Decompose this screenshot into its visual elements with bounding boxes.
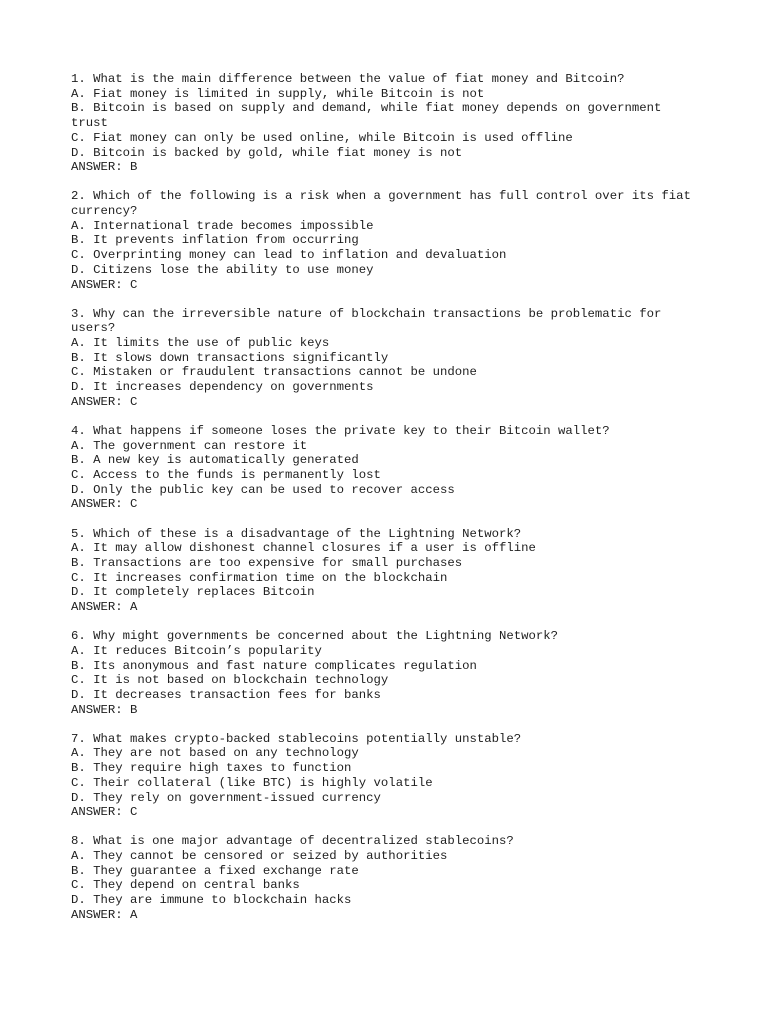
option-b: B. They guarantee a fixed exchange rate	[71, 863, 359, 878]
option-a: A. It reduces Bitcoin’s popularity	[71, 643, 322, 658]
question-prompt: 2. Which of the following is a risk when a government has full control over its fiat currency?	[71, 189, 699, 219]
answer-line: ANSWER: C	[71, 394, 138, 409]
option-b: B. Its anonymous and fast nature complicates regulation	[71, 658, 477, 673]
option-c: C. Overprinting money can lead to inflation and devaluation	[71, 248, 507, 263]
question-5	[71, 527, 691, 615]
option-c: C. Mistaken or fraudulent transactions cannot be undone	[71, 365, 477, 380]
answer-line: ANSWER: A	[71, 907, 138, 922]
option-a: A. International trade becomes impossible	[71, 218, 374, 233]
option-d: D. It completely replaces Bitcoin	[71, 585, 315, 600]
option-b: B. A new key is automatically generated	[71, 453, 359, 468]
option-d: D. They rely on government-issued currency	[71, 790, 381, 805]
option-c: C. Fiat money can only be used online, while Bitcoin is used offline	[71, 130, 573, 145]
answer-line: ANSWER: B	[71, 702, 138, 717]
option-d: D. Citizens lose the ability to use money	[71, 262, 374, 277]
answer-line: ANSWER: C	[71, 497, 138, 512]
option-a: A. Fiat money is limited in supply, while Bitcoin is not	[71, 86, 485, 101]
option-b: B. Bitcoin is based on supply and demand, while fiat money depends on government trust	[71, 101, 669, 131]
answer-line: ANSWER: C	[71, 277, 138, 292]
option-a: A. It limits the use of public keys	[71, 336, 330, 351]
question-prompt: 4. What happens if someone loses the private key to their Bitcoin wallet?	[71, 423, 610, 438]
option-c: C. Access to the funds is permanently lost	[71, 468, 381, 483]
question-6	[71, 629, 691, 717]
question-prompt: 3. Why can the irreversible nature of blockchain transactions be problematic for users?	[71, 306, 669, 336]
option-c: C. It is not based on blockchain technology	[71, 673, 389, 688]
option-a: A. They are not based on any technology	[71, 746, 359, 761]
answer-line: ANSWER: A	[71, 600, 138, 615]
option-c: C. Their collateral (like BTC) is highly volatile	[71, 775, 433, 790]
option-a: A. The government can restore it	[71, 438, 308, 453]
option-b: B. Transactions are too expensive for small purchases	[71, 555, 463, 570]
question-4	[71, 424, 691, 512]
option-c: C. It increases confirmation time on the blockchain	[71, 570, 448, 585]
option-b: B. It slows down transactions significantly	[71, 350, 389, 365]
option-d: D. Bitcoin is backed by gold, while fiat money is not	[71, 145, 463, 160]
option-c: C. They depend on central banks	[71, 878, 300, 893]
question-1	[71, 72, 691, 175]
option-a: A. It may allow dishonest channel closures if a user is offline	[71, 541, 536, 556]
answer-line: ANSWER: B	[71, 160, 138, 175]
question-prompt: 1. What is the main difference between the value of fiat money and Bitcoin?	[71, 72, 625, 86]
question-3	[71, 307, 691, 410]
question-prompt: 5. Which of these is a disadvantage of the Lightning Network?	[71, 526, 522, 541]
question-8	[71, 834, 691, 922]
option-b: B. They require high taxes to function	[71, 761, 352, 776]
question-2	[71, 189, 699, 292]
question-prompt: 6. Why might governments be concerned about the Lightning Network?	[71, 629, 559, 644]
option-d: D. Only the public key can be used to recover access	[71, 482, 455, 497]
question-7	[71, 732, 691, 820]
option-b: B. It prevents inflation from occurring	[71, 233, 359, 248]
option-d: D. It increases dependency on governments	[71, 380, 374, 395]
answer-line: ANSWER: C	[71, 805, 138, 820]
question-prompt: 7. What makes crypto-backed stablecoins potentially unstable?	[71, 731, 522, 746]
option-d: D. It decreases transaction fees for banks	[71, 687, 381, 702]
quiz-document	[71, 72, 699, 937]
option-a: A. They cannot be censored or seized by authorities	[71, 849, 448, 864]
option-d: D. They are immune to blockchain hacks	[71, 893, 352, 908]
question-prompt: 8. What is one major advantage of decentralized stablecoins?	[71, 834, 514, 849]
